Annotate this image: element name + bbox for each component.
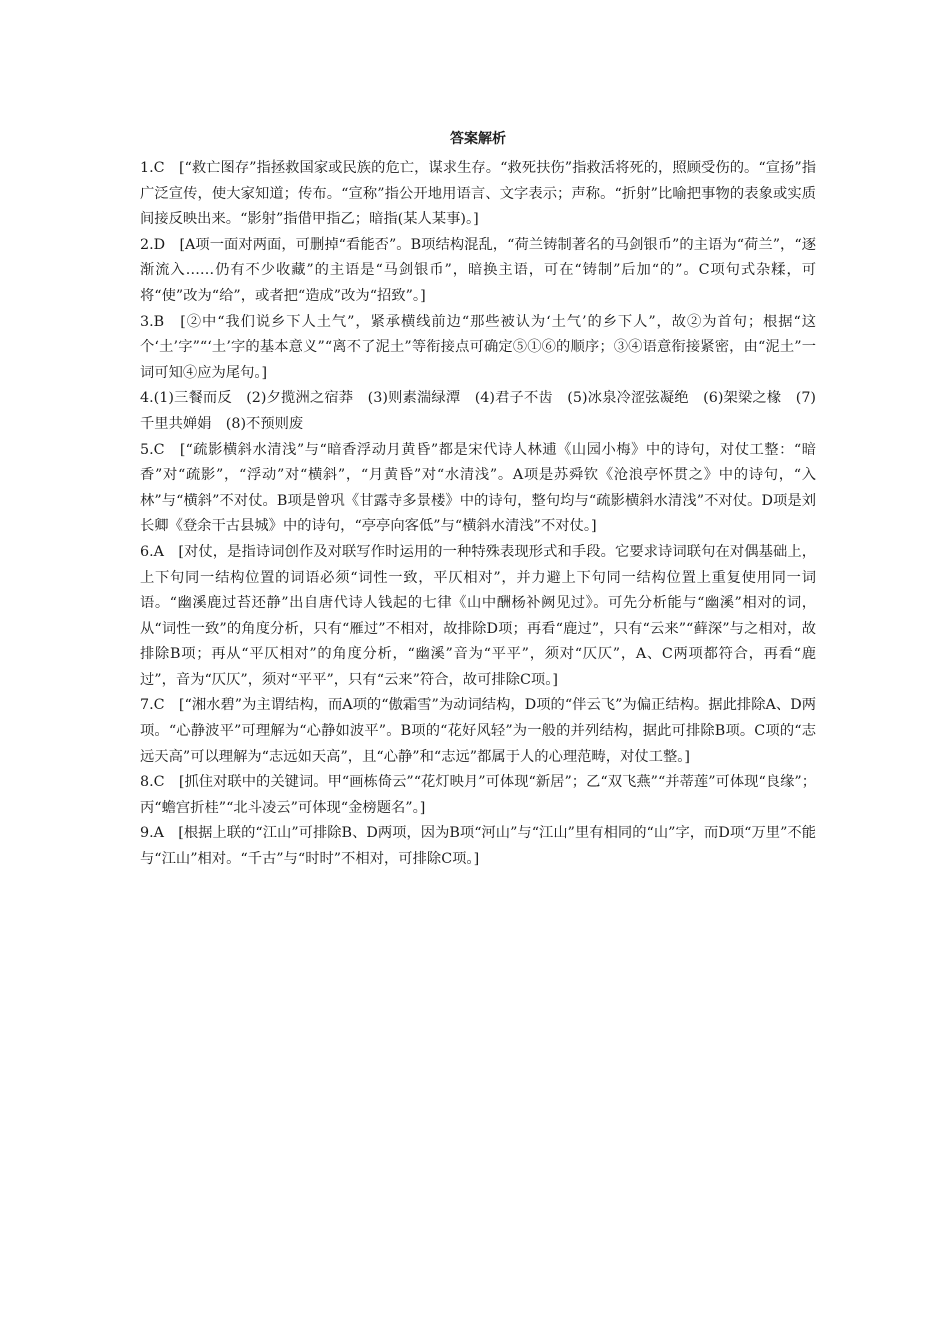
- answer-item-3: 3.B [②中“我们说乡下人土气”，紧承横线前边“那些被认为‘土气’的乡下人”，故②为首句；根据“这个‘土’字”“‘土’字的基本意义”“离不了泥土”等衔接点可确定⑤①⑥的顺序；③④语意衔接紧密，由“泥土”一词可知④应为尾句。]: [140, 313, 816, 381]
- answer-item-4: 4.(1)三餐而反 (2)夕揽洲之宿莽 (3)则素湍绿潭 (4)君子不齿 (5)冰泉冷涩弦凝绝 (6)架梁之椽 (7)千里共婵娟 (8)不预则废: [140, 390, 816, 432]
- answer-item-2: 2.D [A项一面对两面，可删掉“看能否”。B项结构混乱，“荷兰铸制著名的马剑银币”的主语为“荷兰”，“逐渐流入……仍有不少收藏”的主语是“马剑银币”，暗换主语，可在“铸制”后加“的”。C项句式杂糅，可将“使”改为“给”，或者把“造成”改为“招致”。]: [140, 236, 816, 304]
- answer-item-8: 8.C [抓住对联中的关键词。甲“画栋倚云”“花灯映月”可体现“新居”；乙“双飞燕”“并蒂莲”可体现“良缘”；丙“蟾宫折桂”“北斗凌云”可体现“金榜题名”。]: [140, 774, 816, 816]
- answer-item-7: 7.C [“湘水碧”为主谓结构，而A项的“傲霜雪”为动词结构，D项的“伴云飞”为偏正结构。据此排除A、D两项。“心静波平”可理解为“心静如波平”。B项的“花好风轻”为一般的并列结构，据此可排除B项。C项的“志远天高”可以理解为“志远如天高”，且“心静”和“志远”都属于人的心理范畴，对仗工整。]: [140, 697, 816, 765]
- answer-item-5: 5.C [“疏影横斜水清浅”与“暗香浮动月黄昏”都是宋代诗人林逋《山园小梅》中的诗句，对仗工整：“暗香”对“疏影”，“浮动”对“横斜”，“月黄昏”对“水清浅”。A项是苏舜钦《沧浪亭怀贯之》中的诗句，“入林”与“横斜”不对仗。B项是曾巩《甘露寺多景楼》中的诗句，整句均与“疏影横斜水清浅”不对仗。D项是刘长卿《登余干古县城》中的诗句，“亭亭向客低”与“横斜水清浅”不对仗。]: [140, 441, 816, 535]
- answer-item-6: 6.A [对仗，是指诗词创作及对联写作时运用的一种特殊表现形式和手段。它要求诗词联句在对偶基础上，上下句同一结构位置的词语必须“词性一致，平仄相对”，并力避上下句同一结构位置上重复使用同一词语。“幽溪鹿过苔还静”出自唐代诗人钱起的七律《山中酬杨补阙见过》。可先分析能与“幽溪”相对的词，从“词性一致”的角度分析，只有“雁过”不相对，故排除D项；再看“鹿过”，只有“云来”“藓深”与之相对，故排除B项；再从“平仄相对”的角度分析，“幽溪”音为“平平”，须对“仄仄”，A、C两项都符合，再看“鹿过”，音为“仄仄”，须对“平平”，只有“云来”符合，故可排除C项。]: [140, 543, 816, 688]
- answer-sheet: [140, 128, 816, 873]
- answer-item-9: 9.A [根据上联的“江山”可排除B、D两项，因为B项“河山”与“江山”里有相同的“山”字，而D项“万里”不能与“江山”相对。“千古”与“时时”不相对，可排除C项。]: [140, 825, 816, 868]
- page-title: 答案解析: [450, 131, 506, 147]
- answer-item-1: 1.C [“救亡图存”指拯救国家或民族的危亡，谋求生存。“救死扶伤”指救活将死的，照顾受伤的。“宣扬”指广泛宣传，使大家知道；传布。“宣称”指公开地用语言、文字表示；声称。“折射”比喻把事物的表象或实质间接反映出来。“影射”指借甲指乙；暗指(某人某事)。]: [140, 160, 816, 228]
